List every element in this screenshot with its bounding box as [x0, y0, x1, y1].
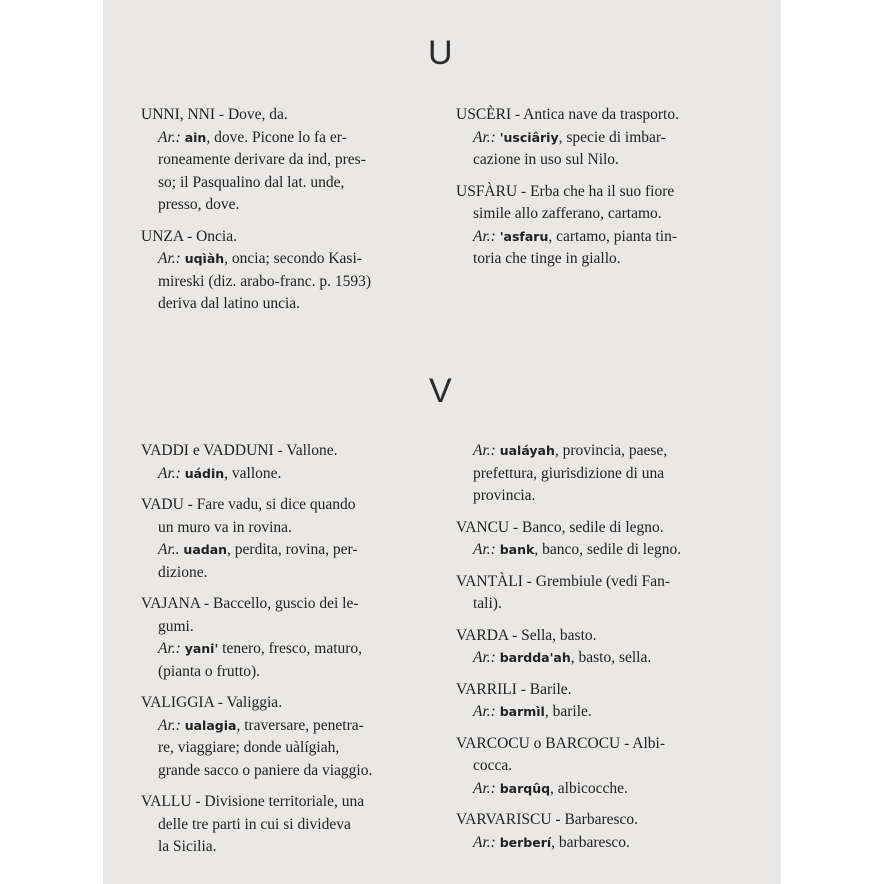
entry-line [456, 127, 756, 150]
arabic-word: 'asfaru [499, 228, 549, 244]
arabic-word: 'usciâriy [499, 129, 559, 145]
entry-line: delle tre parti in cui si divideva [158, 815, 351, 833]
arabic-word: barqûq [499, 780, 551, 796]
entry-text: , barbaresco. [551, 833, 630, 851]
ar-abbrev: Ar.: [473, 779, 496, 797]
column-v-left [141, 440, 436, 868]
entry-text: tenero, fresco, maturo, [218, 640, 363, 657]
entry-usfaru [456, 181, 756, 271]
entry-line [456, 226, 756, 249]
entry-line: la Sicilia. [158, 838, 217, 855]
entry-text: , banco, sedile di legno. [534, 541, 682, 558]
arabic-word: ain [184, 129, 207, 145]
entry-text: , barile. [544, 703, 592, 720]
entry-headword: VARRILI - Barile. [456, 680, 572, 698]
entry-varda [456, 625, 756, 670]
arabic-word: uadan [183, 542, 228, 557]
ar-abbrev: Ar.: [473, 442, 496, 459]
entry-line [456, 701, 756, 724]
entry-varvariscu [456, 809, 756, 854]
column-v-right [456, 440, 756, 863]
entry-vajana [141, 593, 436, 683]
entry-line: un muro va in rovina. [158, 518, 292, 536]
entry-vantali [456, 571, 756, 616]
entry-vallu-continued [456, 440, 756, 508]
entry-valiggia [141, 692, 436, 782]
arabic-word: uádin [184, 465, 225, 481]
entry-headword: VALIGGIA - Valiggia. [141, 694, 283, 711]
entry-headword: VANCU - Banco, sedile di legno. [456, 518, 664, 536]
entry-text: , oncia; secondo Kasi- [224, 250, 362, 267]
entry-line [456, 539, 756, 562]
entry-line: grande sacco o paniere da viaggio. [158, 761, 373, 779]
entry-unni [141, 104, 431, 217]
section-letter-v: V [429, 372, 452, 410]
dictionary-page [103, 0, 781, 884]
entry-line: simile allo zafferano, cartamo. [473, 205, 662, 222]
ar-abbrev: Ar.: [158, 716, 181, 734]
entry-line [141, 248, 431, 271]
entry-line [141, 638, 436, 661]
entry-headword: UNNI, NNI - Dove, da. [141, 106, 288, 123]
entry-line: re, viaggiare; donde uàlígiah, [158, 739, 340, 756]
entry-text: , vallone. [224, 464, 282, 482]
entry-text: , dove. Picone lo fa er- [206, 128, 347, 146]
ar-abbrev: Ar.: [473, 703, 496, 720]
entry-headword: USCÈRI - Antica nave da trasporto. [456, 106, 679, 123]
entry-line: cazione in uso sul Nilo. [473, 151, 619, 168]
ar-abbrev: Ar.: [473, 541, 496, 558]
arabic-word: barmìl [499, 704, 545, 719]
entry-headword: VALLU - Divisione territoriale, una [141, 793, 365, 810]
arabic-word: bardda'ah [499, 650, 571, 665]
entry-headword: VADU - Fare vadu, si dice quando [141, 496, 356, 513]
entry-line: tali). [473, 595, 502, 612]
entry-line: toria che tinge in giallo. [473, 250, 621, 267]
entry-line: mireski (diz. arabo-franc. p. 1593) [158, 272, 372, 290]
entry-line: roneamente derivare da ind, pres- [158, 151, 366, 168]
arabic-word: uqìàh [184, 251, 225, 266]
entry-headword: VADDI e VADDUNI - Vallone. [141, 442, 338, 459]
entry-line [141, 715, 436, 738]
entry-headword: VAJANA - Baccello, guscio dei le- [141, 595, 359, 612]
ar-abbrev: Ar.: [473, 227, 496, 245]
entry-line: provincia. [473, 487, 536, 504]
entry-unza [141, 226, 431, 316]
entry-vallu [141, 791, 436, 859]
entry-usceri [456, 104, 756, 172]
entry-line [456, 647, 756, 670]
entry-headword: VARVARISCU - Barbaresco. [456, 811, 639, 828]
arabic-word: berberí [499, 834, 552, 850]
entry-vadu [141, 494, 436, 584]
ar-abbrev: Ar.: [473, 128, 496, 146]
entry-line: deriva dal latino uncia. [158, 295, 301, 312]
entry-text: , basto, sella. [570, 649, 652, 666]
entry-text: , cartamo, pianta tin- [548, 227, 678, 245]
ar-abbrev: Ar.: [473, 649, 496, 666]
entry-headword: VARCOCU o BARCOCU - Albi- [456, 734, 666, 752]
entry-text: , albicocche. [550, 779, 628, 797]
entry-line: so; il Pasqualino dal lat. unde, [158, 173, 345, 191]
entry-vancu [456, 517, 756, 562]
ar-abbrev: Ar.: [473, 833, 496, 851]
section-letter-u: U [428, 34, 453, 72]
entry-line [141, 539, 436, 562]
arabic-word: bank [499, 542, 535, 557]
entry-line: prefettura, giurisdizione di una [473, 464, 665, 482]
entry-headword: USFÀRU - Erba che ha il suo fiore [456, 182, 675, 200]
ar-abbrev: Ar.: [158, 464, 181, 482]
entry-line [141, 127, 431, 150]
entry-varrili [456, 679, 756, 724]
arabic-word: ualáyah [499, 443, 555, 458]
ar-abbrev: Ar.: [158, 250, 181, 267]
entry-line: (pianta o frutto). [158, 662, 261, 680]
ar-abbrev: Ar.: [158, 128, 181, 146]
entry-text: , provincia, paese, [554, 442, 668, 459]
ar-abbrev: Ar.. [158, 541, 180, 558]
column-u-left [141, 104, 431, 325]
arabic-word: yani' [184, 641, 219, 656]
entry-text: , perdita, rovina, per- [227, 541, 358, 558]
entry-line [456, 832, 756, 855]
entry-varcocu [456, 733, 756, 801]
entry-line: dizione. [158, 563, 208, 581]
entry-headword: UNZA - Oncia. [141, 227, 237, 245]
entry-headword: VANTÀLI - Grembiule (vedi Fan- [456, 572, 671, 590]
entry-text: , traversare, penetra- [236, 716, 364, 734]
entry-line [456, 440, 756, 463]
entry-line: presso, dove. [158, 196, 240, 213]
entry-line [456, 778, 756, 801]
column-u-right [456, 104, 756, 280]
entry-line [141, 463, 436, 486]
entry-headword: VARDA - Sella, basto. [456, 626, 597, 644]
arabic-word: ualagia [184, 717, 237, 733]
entry-line: gumi. [158, 617, 194, 635]
entry-vaddi [141, 440, 436, 485]
entry-text: , specie di imbar- [558, 128, 666, 146]
entry-line: cocca. [473, 757, 513, 774]
ar-abbrev: Ar.: [158, 640, 181, 657]
